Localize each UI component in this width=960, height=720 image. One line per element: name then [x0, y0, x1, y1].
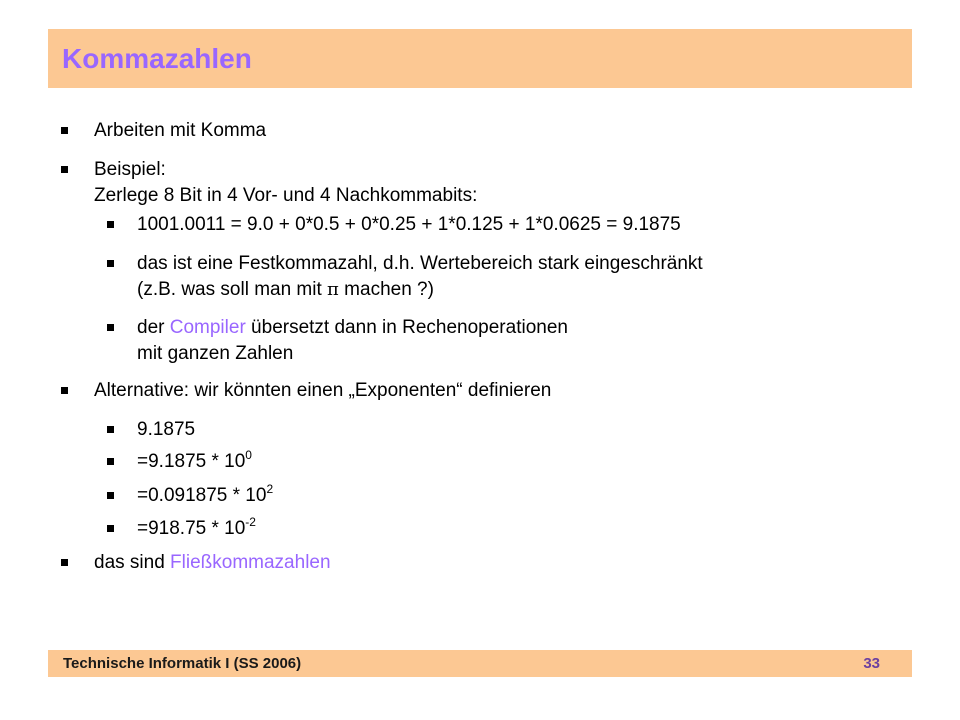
highlight-compiler: Compiler [169, 317, 246, 338]
bullet-text: das ist eine Festkommazahl, d.h. Wertebereich stark eingeschränkt [137, 253, 703, 274]
square-bullet-icon [107, 324, 114, 331]
bullet-beispiel [94, 157, 477, 209]
square-bullet-icon [107, 525, 114, 532]
square-bullet-icon [107, 426, 114, 433]
exponent: -2 [245, 514, 256, 529]
bullet-text-line2: mit ganzen Zahlen [137, 343, 294, 364]
bullet-text: 1001.0011 = 9.0 + 0*0.5 + 0*0.25 + 1*0.125 + 1*0.0625 = 9.1875 [137, 214, 681, 235]
bullet-alternative [94, 378, 551, 404]
bullet-text: Beispiel: [94, 159, 166, 180]
exponent: 0 [245, 447, 252, 462]
bullet-text: 9.1875 [137, 419, 196, 440]
square-bullet-icon [61, 127, 68, 134]
bullet-text-line2: Zerlege 8 Bit in 4 Vor- und 4 Nachkommabits: [94, 185, 478, 206]
subbullet-exp-2 [137, 449, 252, 475]
bullet-text: Arbeiten mit Komma [94, 120, 267, 141]
footer-bar [48, 650, 912, 677]
bullet-text-pre: das sind [94, 552, 171, 573]
bullet-text-pre: der [137, 317, 170, 338]
bullet-text: =9.1875 * 10 [137, 451, 246, 472]
exponent: 2 [266, 481, 274, 496]
bullet-text: Alternative: wir könnten einen „Exponenten“ definieren [94, 380, 552, 401]
square-bullet-icon [61, 166, 68, 173]
slide-title: Kommazahlen [62, 43, 252, 74]
page-number: 33 [863, 655, 880, 672]
subbullet-binary-example [137, 212, 681, 238]
bullet-text-post: übersetzt dann in Rechenoperationen [245, 317, 568, 338]
bullet-text-line2-post: machen ?) [338, 279, 434, 300]
bullet-text: =0.091875 * 10 [137, 485, 267, 506]
square-bullet-icon [61, 387, 68, 394]
footer-course-title: Technische Informatik I (SS 2006) [63, 655, 302, 672]
subbullet-exp-1 [137, 417, 195, 443]
square-bullet-icon [107, 458, 114, 465]
bullet-text-line2-pre: (z.B. was soll man mit [137, 279, 328, 300]
square-bullet-icon [107, 492, 114, 499]
bullet-arbeiten-mit-komma [94, 118, 266, 144]
subbullet-exp-3 [137, 483, 273, 509]
subbullet-exp-4 [137, 516, 256, 542]
subbullet-festkommazahl [137, 251, 703, 303]
subbullet-compiler [137, 315, 568, 367]
highlight-fliesskommazahlen: Fließkommazahlen [170, 552, 331, 573]
bullet-fliesskommazahlen [94, 550, 331, 576]
square-bullet-icon [107, 260, 114, 267]
pi-symbol: π [327, 279, 339, 300]
bullet-text: =918.75 * 10 [137, 518, 246, 539]
square-bullet-icon [61, 559, 68, 566]
square-bullet-icon [107, 221, 114, 228]
